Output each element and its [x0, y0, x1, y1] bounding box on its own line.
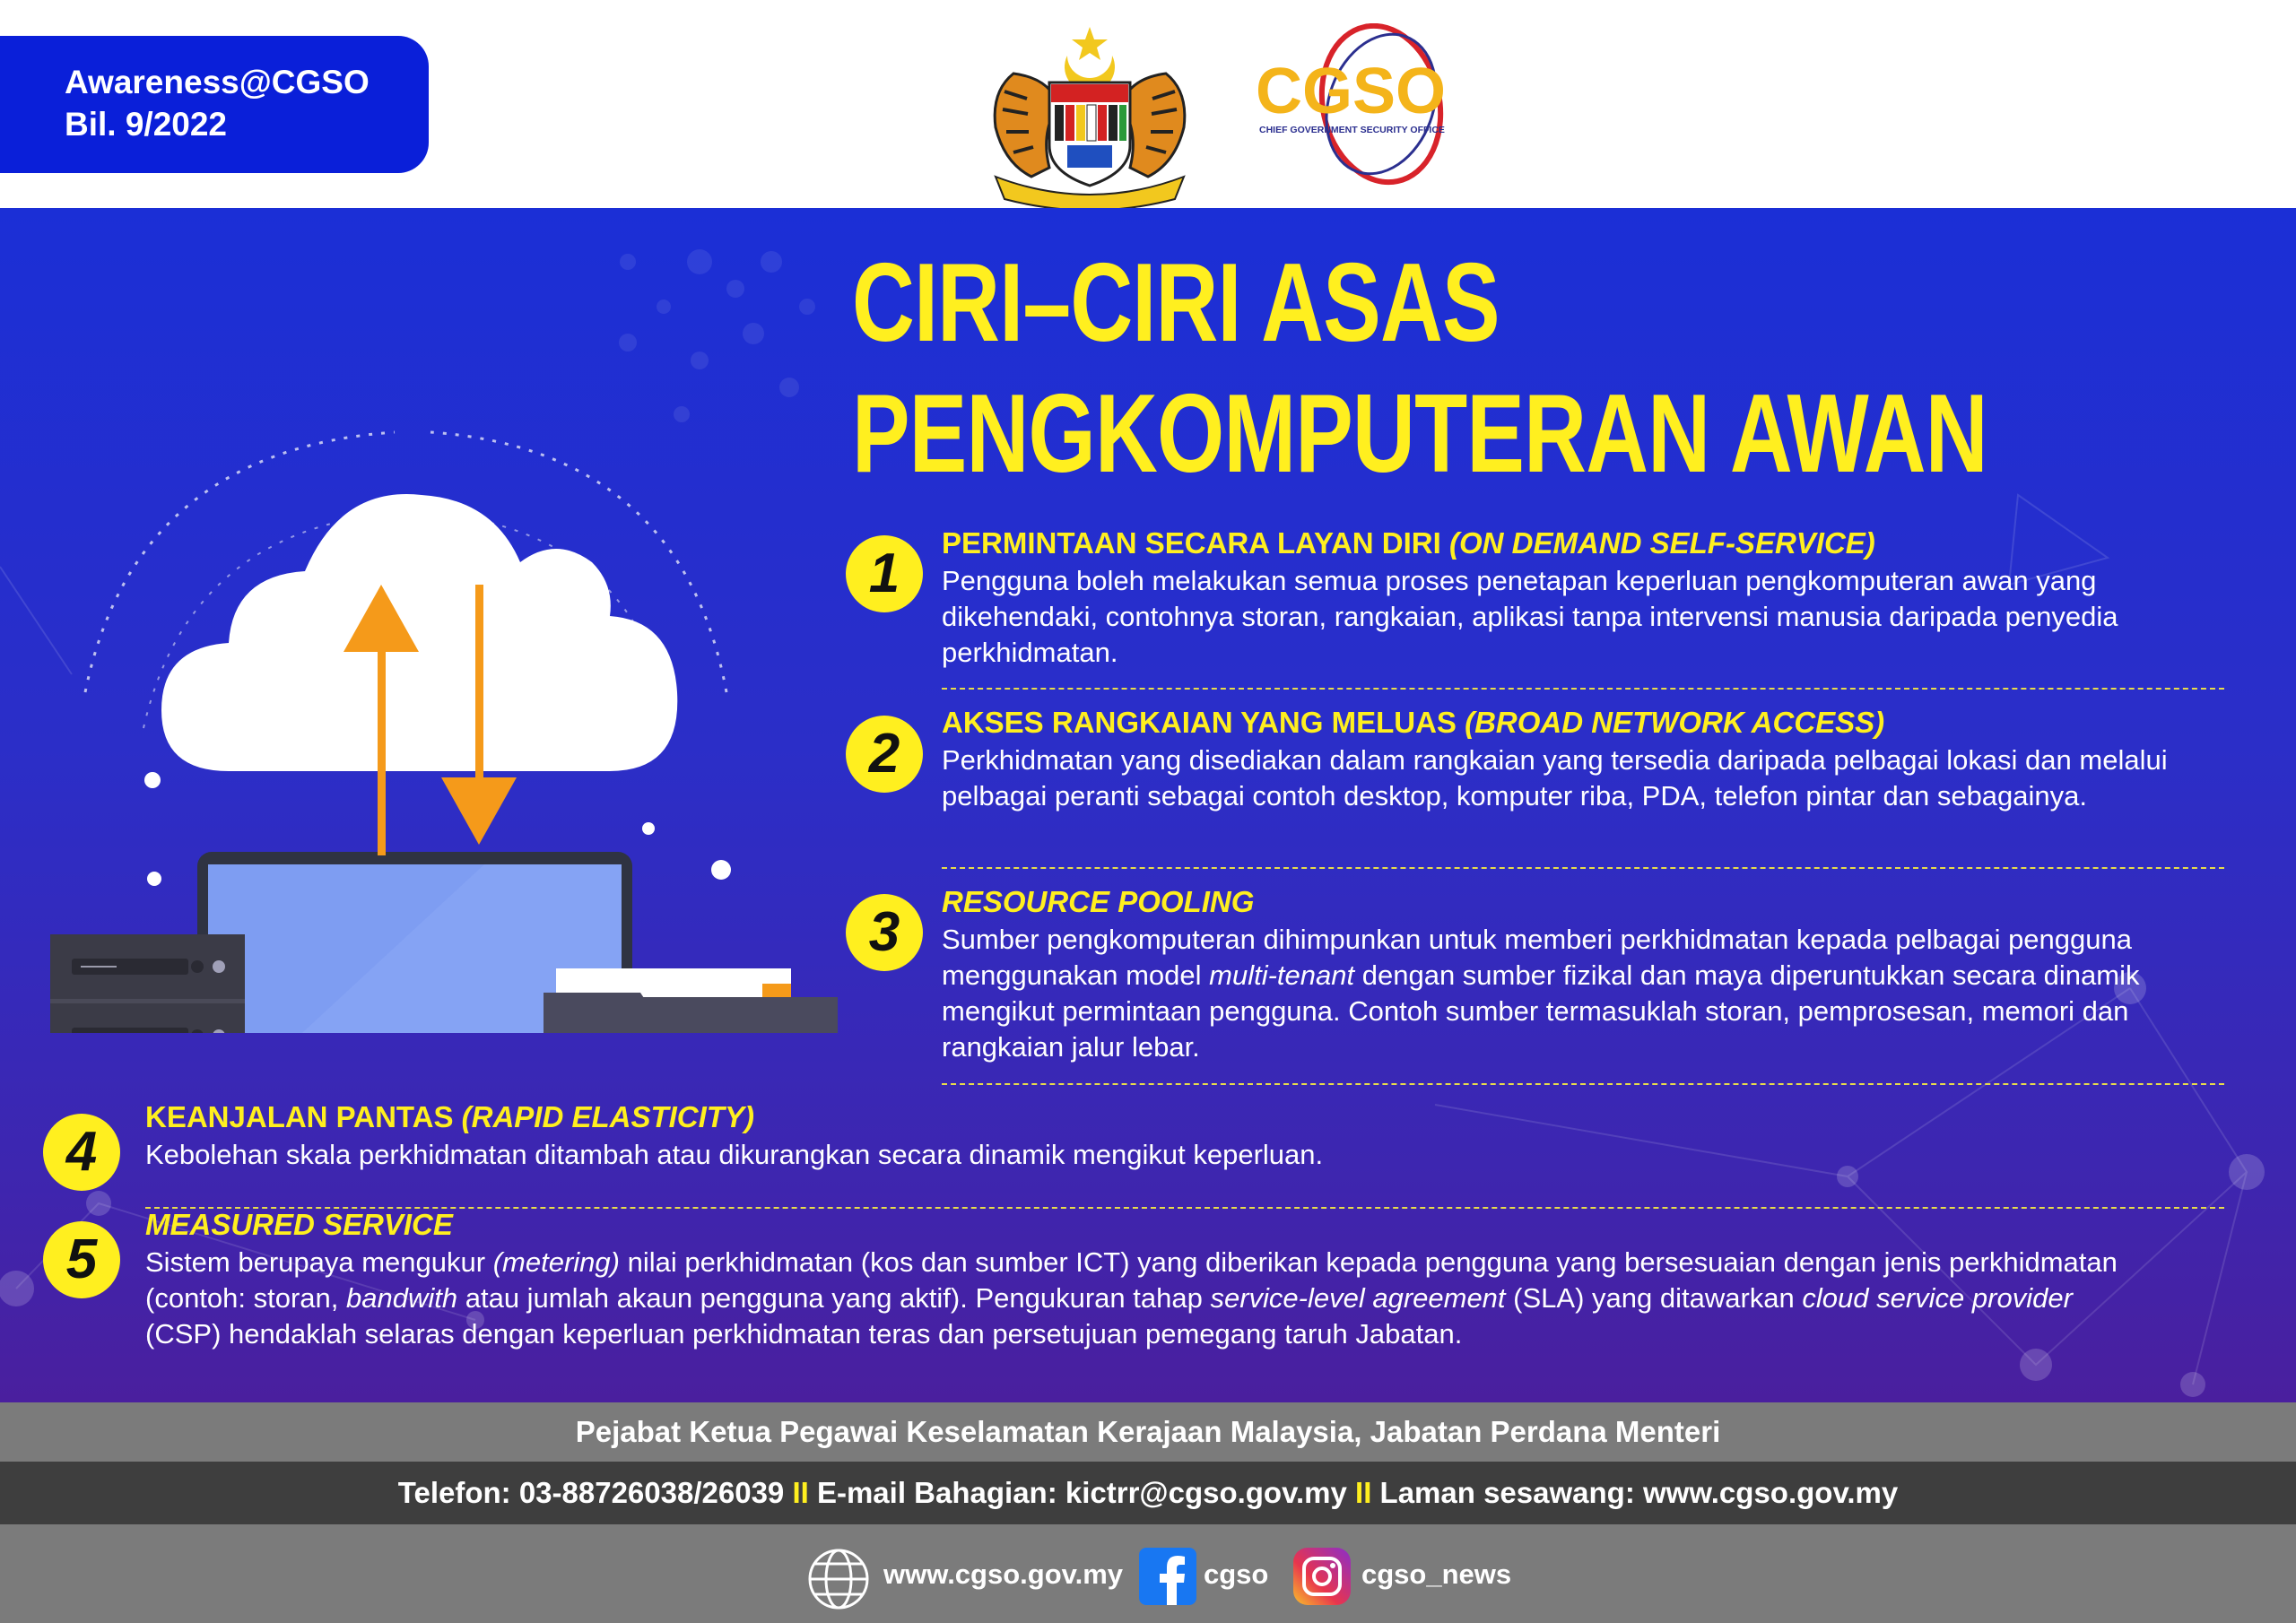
badge-title: Awareness@CGSO — [65, 64, 370, 100]
item-5-desc-italic: cloud service provider — [1802, 1282, 2073, 1314]
item-2-heading-text: AKSES RANGKAIAN YANG MELUAS — [942, 706, 1465, 739]
item-5-desc-part: nilai perkhidmatan (kos dan sumber ICT) yang diberikan kepada pengguna yang bersesuaian dengan jenis perkhidmatan (contoh: storan, — [145, 1246, 2118, 1314]
item-5-desc-italic: bandwith — [346, 1282, 458, 1314]
item-5-desc-italic: service-level agreement — [1210, 1282, 1506, 1314]
item-3-heading — [942, 884, 1254, 920]
header-bar — [0, 0, 2296, 208]
footer-contact — [0, 1462, 2296, 1524]
main-title-line-1: CIRI–CIRI ASAS — [852, 241, 1500, 365]
malaysia-coat-of-arms-logo — [978, 20, 1202, 208]
cgso-logo-text: CGSO — [1256, 56, 1447, 127]
social-instagram-handle[interactable]: cgso_news — [1361, 1558, 1512, 1590]
item-1-number-badge: 1 — [846, 535, 923, 612]
badge-issue-number: Bil. 9/2022 — [65, 106, 228, 143]
facebook-icon[interactable] — [1139, 1548, 1196, 1605]
footer-organization: Pejabat Ketua Pegawai Keselamatan Kerajaan Malaysia, Jabatan Perdana Menteri — [0, 1402, 2296, 1462]
item-1-description: Pengguna boleh melakukan semua proses penetapan keperluan pengkomputeran awan yang dikehendaki, contohnya storan, rangkaian, aplikasi tanpa intervensi manusia daripada penyedia perkhidmatan. — [942, 565, 2118, 668]
item-5-heading — [145, 1207, 453, 1243]
footer-email[interactable]: E-mail Bahagian: kictrr@cgso.gov.my — [816, 1476, 1347, 1509]
item-5-desc-part: Sistem berupaya mengukur — [145, 1246, 493, 1278]
item-2-heading — [942, 705, 1884, 741]
instagram-icon[interactable] — [1293, 1548, 1351, 1605]
item-2-description: Perkhidmatan yang disediakan dalam rangkaian yang tersedia daripada pelbagai lokasi dan melalui pelbagai peranti sebagai contoh desktop, komputer riba, PDA, telefon pintar dan sebagainya. — [942, 744, 2168, 812]
item-4-heading — [145, 1099, 754, 1135]
divider — [942, 688, 2224, 690]
item-4-heading-italic: (RAPID ELASTICITY) — [461, 1100, 754, 1133]
cloud-computing-illustration — [18, 316, 852, 1033]
cgso-logo-subtitle: CHIEF GOVERNMENT SECURITY OFFICE — [1259, 125, 1445, 135]
cgso-logo — [1247, 23, 1453, 189]
item-3-description — [942, 922, 2233, 1065]
divider — [942, 1083, 2224, 1085]
item-3-desc-part: Sumber pengkomputeran dihimpunkan untuk memberi perkhidmatan kepada pelbagai pengguna menggunakan model — [942, 924, 2132, 991]
item-4-heading-text: KEANJALAN PANTAS — [145, 1100, 462, 1133]
item-1-heading-italic: (ON DEMAND SELF-SERVICE) — [1448, 526, 1875, 560]
globe-icon — [807, 1548, 870, 1610]
item-5-description — [145, 1245, 2154, 1352]
divider — [942, 867, 2224, 869]
main-content — [0, 208, 2296, 1402]
footer-separator: II — [1355, 1476, 1372, 1509]
footer-website[interactable]: Laman sesawang: www.cgso.gov.my — [1379, 1476, 1899, 1509]
social-website-link[interactable]: www.cgso.gov.my — [883, 1558, 1123, 1590]
item-2-number-badge: 2 — [846, 716, 923, 793]
footer-separator: II — [792, 1476, 809, 1509]
footer-phone: Telefon: 03-88726038/26039 — [397, 1476, 785, 1509]
footer-social-bar — [0, 1524, 2296, 1623]
awareness-badge — [0, 36, 429, 173]
item-5-desc-part: atau jumlah akaun pengguna yang aktif). Pengukuran tahap — [457, 1282, 1211, 1314]
item-5-desc-part: (SLA) yang ditawarkan — [1505, 1282, 1803, 1314]
item-3-heading-italic: RESOURCE POOLING — [942, 885, 1255, 918]
item-2-heading-italic: (BROAD NETWORK ACCESS) — [1465, 706, 1885, 739]
main-title-line-2: PENGKOMPUTERAN AWAN — [852, 372, 1987, 496]
item-3-desc-part: dengan sumber fizikal dan maya diperuntukkan secara dinamik mengikut permintaan pengguna. Contoh sumber termasuklah storan, pemprosesan, memori dan rangkaian jalur lebar. — [942, 959, 2140, 1063]
item-5-heading-italic: MEASURED SERVICE — [145, 1208, 453, 1241]
item-1-heading-text: PERMINTAAN SECARA LAYAN DIRI — [942, 526, 1449, 560]
item-5-number-badge: 5 — [43, 1221, 120, 1298]
divider — [145, 1207, 2224, 1209]
item-1-heading — [942, 525, 1875, 561]
item-5-desc-part: (CSP) hendaklah selaras dengan keperluan perkhidmatan teras dan persetujuan pemegang taruh Jabatan. — [145, 1318, 1463, 1350]
item-3-number-badge: 3 — [846, 894, 923, 971]
item-4-number-badge: 4 — [43, 1114, 120, 1191]
item-3-desc-italic: multi-tenant — [1209, 959, 1355, 991]
item-4-description: Kebolehan skala perkhidmatan ditambah atau dikurangkan secara dinamik mengikut keperluan. — [145, 1139, 1324, 1170]
social-facebook-handle[interactable]: cgso — [1204, 1558, 1269, 1590]
item-5-desc-italic: (metering) — [492, 1246, 620, 1278]
